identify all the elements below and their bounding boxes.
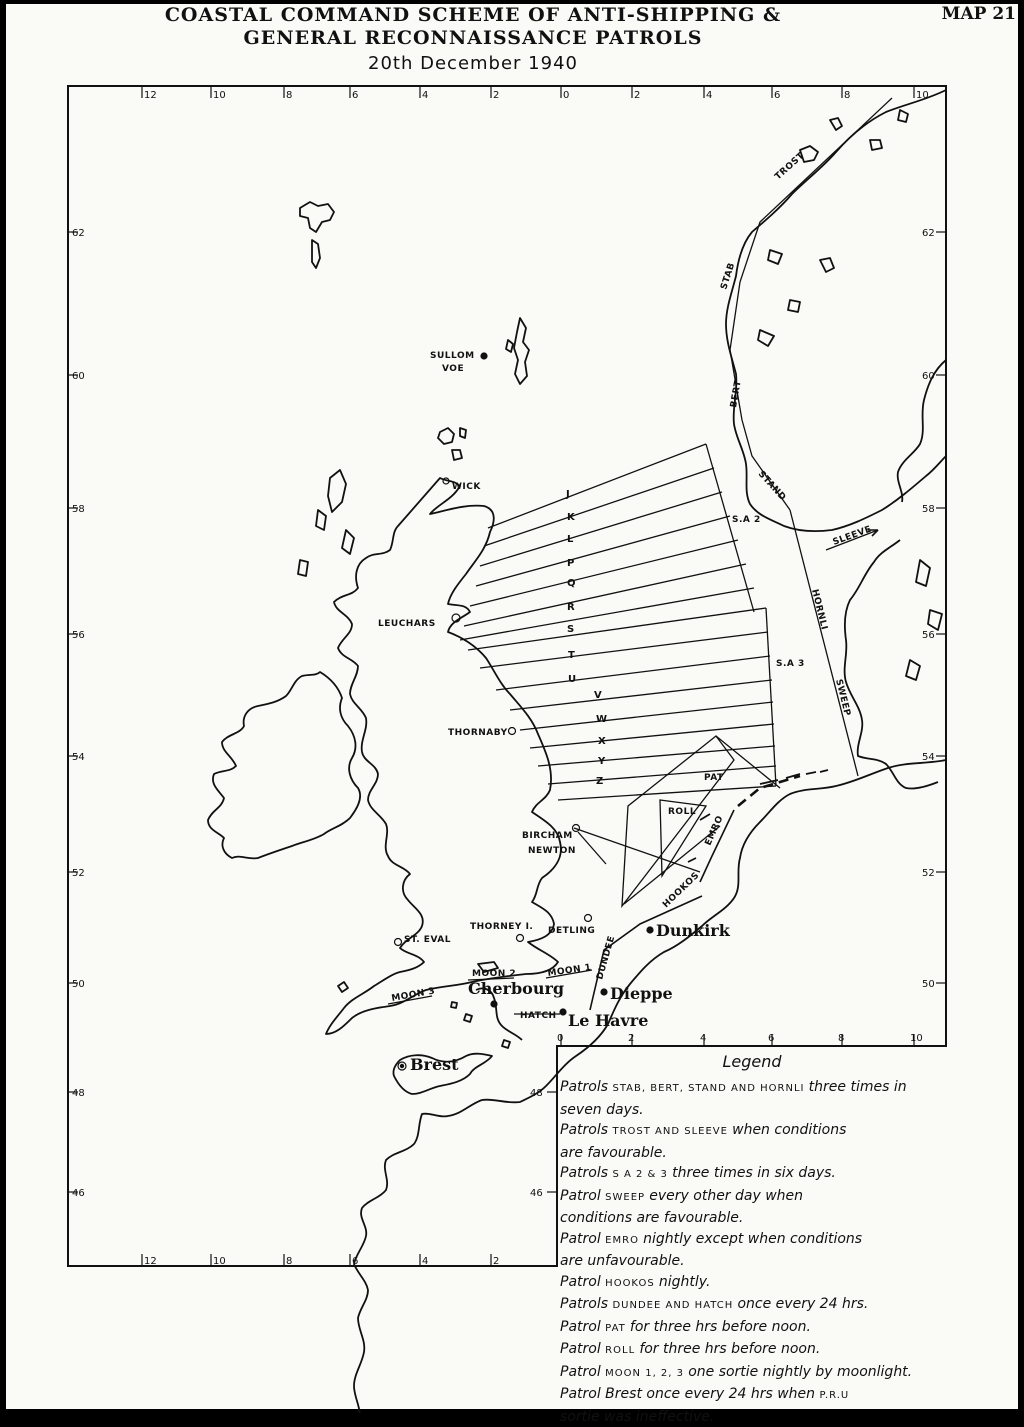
legend-line [552,1384,952,1407]
legend-text-a: Patrols [560,1122,612,1138]
label-detling: DETLING [548,926,595,936]
label-moon1: MOON 1 [547,963,592,979]
legend-entries [552,1077,952,1427]
top-lon-label: 4 [706,90,712,101]
legend-text-a: Patrols [560,1165,612,1181]
inner-lon-label: 0 [557,1033,563,1044]
map-number: MAP 21 [942,4,1016,24]
legend-text-a: seven days. [560,1102,644,1118]
sa2-strip-line [460,588,754,640]
right-lat-label: 56 [922,630,935,641]
right-lat-label: 54 [922,752,935,763]
sa2-strip-line [470,540,738,606]
label-stand: STAND [756,469,788,503]
legend-text-b: P.R.U [819,1390,849,1401]
legend-text-c: for three hrs before noon. [639,1341,820,1357]
legend-line [552,1294,952,1317]
map-date: 20th December 1940 [0,53,946,74]
legend-line [552,1339,952,1362]
legend-text-b: ROLL [605,1345,639,1356]
label-hornli: HORNLI [809,588,829,631]
label-bert: BERT [729,379,744,408]
left-lat-label: 62 [72,228,85,239]
legend-text-a: Patrols [560,1296,612,1312]
legend-text-b: PAT [605,1323,630,1334]
label-moon2: MOON 2 [472,969,516,979]
shetland-islands [514,318,529,384]
top-lon-label: 12 [144,90,157,101]
label-wick: WICK [452,482,481,492]
legend-line [552,1251,952,1272]
legend-text-c: three times in [809,1079,907,1095]
inner-lon-label: 8 [838,1033,844,1044]
bottom-lon-label: 8 [286,1256,292,1267]
left-lat-label: 50 [72,979,85,990]
legend-line [552,1317,952,1340]
left-lat-label: 60 [72,371,85,382]
sa3-strip-line [510,680,772,710]
sa3-strip-line [520,702,773,730]
top-lon-label: 0 [563,90,569,101]
label-dunkirk: Dunkirk [656,921,731,940]
label-sullom-1: SULLOM [430,351,475,361]
strip-letter: P [567,558,575,569]
top-lon-label: 2 [493,90,499,101]
legend-text-c: when conditions [732,1122,846,1138]
map-title-line1: COASTAL COMMAND SCHEME OF ANTI-SHIPPING & [0,4,946,26]
legend-text-b: STAB, BERT, STAND AND HORNLI [612,1083,808,1094]
right-lat-label: 50 [922,979,935,990]
right-lat-label: 60 [922,371,935,382]
bircham-newton-marker [573,825,580,832]
faroe-islands [300,202,334,232]
legend-line [552,1208,952,1229]
legend-text-a: conditions are favourable. [560,1210,743,1226]
legend-text-a: sortie was ineffective. [560,1409,714,1425]
label-thorney: THORNEY I. [470,922,533,932]
legend-line [552,1100,952,1121]
right-lat-label: 62 [922,228,935,239]
bottom-lon-label: 2 [493,1256,499,1267]
legend-text-b: S A 2 & 3 [612,1169,672,1180]
top-lon-label: 6 [774,90,780,101]
bottom-lon-label: 10 [213,1256,226,1267]
patrol-routes [388,98,892,1014]
map-legend [552,1044,952,1400]
label-cherbourg: Cherbourg [468,979,564,998]
legend-line [552,1362,952,1385]
strip-letter: K [567,512,576,523]
legend-line [552,1186,952,1209]
legend-line [552,1163,952,1186]
strip-letter: X [598,736,606,747]
legend-line [552,1143,952,1164]
label-stab: STAB [719,261,737,290]
strip-letter: T [568,650,575,661]
legend-text-a: are unfavourable. [560,1253,685,1269]
inner-lon-label: 2 [628,1033,634,1044]
label-trost: TROST [773,151,807,183]
patrol-emro-line [738,776,800,806]
strip-letter: R [567,602,575,613]
strip-letter: L [567,534,574,545]
label-pat: PAT [704,773,724,783]
top-lon-label: 10 [916,90,929,101]
patrol-hornli-sweep-line [790,510,858,776]
ireland-coast [208,672,360,858]
orkney-islands [438,428,466,460]
right-lat-label: 52 [922,868,935,879]
strip-letter: Y [597,756,606,767]
hebrides [298,470,354,576]
left-lat-label: 58 [72,504,85,515]
strip-letter: S [567,624,575,635]
legend-text-b: HOOKOS [605,1278,659,1289]
legend-text-b: DUNDEE AND HATCH [612,1300,737,1311]
legend-line [552,1407,952,1427]
legend-text-b: SWEEP [605,1192,649,1203]
left-lat-label: 54 [72,752,85,763]
label-sa2: S.A 2 [732,515,761,525]
legend-text-a: Patrol [560,1319,605,1335]
label-dieppe: Dieppe [610,984,673,1003]
top-lon-label: 6 [352,90,358,101]
label-bircham-2: NEWTON [528,846,576,856]
legend-text-c: one sortie nightly by moonlight. [688,1364,912,1380]
label-brest: Brest [410,1055,459,1074]
patrol-pat-connector [716,736,780,788]
inner-lat-label: 48 [530,1088,543,1099]
legend-text-c: once every 24 hrs. [737,1296,868,1312]
strip-letter: J [565,489,570,500]
legend-text-a: Patrol [560,1364,605,1380]
label-hookos: HOOKOS [661,871,701,911]
legend-text-c: for three hrs before noon. [630,1319,811,1335]
frisian-islands [688,770,828,862]
left-lat-label: 56 [72,630,85,641]
sullom-voe-marker [481,353,487,359]
inner-lon-label: 4 [700,1033,706,1044]
label-hatch: HATCH [520,1011,557,1021]
legend-line [552,1120,952,1143]
label-dundee: DUNDEE [595,935,617,981]
label-sa3: S.A 3 [776,659,805,669]
thornaby-marker [509,728,516,735]
label-emro: EMRO [704,814,726,847]
sa3-strip-line [548,766,776,784]
legend-text-c: three times in six days. [672,1165,836,1181]
label-roll: ROLL [668,807,696,817]
top-lon-label: 10 [213,90,226,101]
patrol-labels [391,151,873,1021]
right-lat-label: 58 [922,504,935,515]
legend-line [552,1077,952,1100]
dunkirk-marker [647,927,653,933]
top-lon-label: 8 [286,90,292,101]
sa3-boundary [766,608,776,786]
label-sweep: SWEEP [833,678,852,717]
patrol-sa3-strips [468,608,776,800]
legend-text-a: Patrol [560,1188,605,1204]
legend-text-a: are favourable. [560,1145,667,1161]
top-lon-label: 4 [422,90,428,101]
inner-lat-label: 46 [530,1188,543,1199]
legend-text-c: every other day when [649,1188,803,1204]
legend-text-a: Patrol [560,1274,605,1290]
strip-letter: U [568,674,577,685]
dieppe-marker [601,989,607,995]
legend-text-a: Patrols [560,1079,612,1095]
strip-letter: V [594,690,602,701]
sa3-strip-line [480,632,768,668]
legend-line [552,1272,952,1295]
patrol-sa2-strips [460,444,754,640]
bottom-lon-label: 12 [144,1256,157,1267]
label-st-eval: ST. EVAL [404,935,451,945]
strip-letter: Q [567,578,576,589]
left-lat-label: 52 [72,868,85,879]
legend-text-c: nightly. [659,1274,711,1290]
detling-marker [585,915,592,922]
cherbourg-marker [491,1001,497,1007]
bottom-lon-label: 6 [352,1256,358,1267]
great-britain-coast [326,478,561,1034]
label-thornaby: THORNABY [448,728,508,738]
sa3-strip-line [530,724,774,748]
inner-lon-label: 6 [768,1033,774,1044]
label-sullom-2: VOE [442,364,464,374]
left-lat-label: 46 [72,1188,85,1199]
sa3-strip-line [468,608,766,650]
left-lat-label: 48 [72,1088,85,1099]
legend-text-b: EMRO [605,1235,643,1246]
sa3-strip-line [558,786,776,800]
legend-text-c: nightly except when conditions [643,1231,862,1247]
le-havre-marker [560,1009,566,1015]
legend-text-b: TROST AND SLEEVE [612,1126,732,1137]
legend-heading: Legend [552,1052,952,1071]
label-le-havre: Le Havre [568,1011,648,1030]
strip-letter: W [596,714,608,725]
label-moon3: MOON 3 [391,986,436,1004]
st-eval-marker [395,939,402,946]
thorney-marker [517,935,524,942]
strip-letter: Z [596,776,604,787]
legend-text-a: Patrol Brest once every 24 hrs when [560,1386,819,1402]
label-sleeve: SLEEVE [832,525,874,548]
top-lon-label: 8 [844,90,850,101]
map-title-line2: GENERAL RECONNAISSANCE PATROLS [0,27,946,49]
legend-text-a: Patrol [560,1341,605,1357]
sa2-strip-line [484,468,714,546]
label-bircham-1: BIRCHAM [522,831,573,841]
legend-text-b: MOON 1, 2, 3 [605,1368,688,1379]
top-lon-label: 2 [634,90,640,101]
bottom-lon-label: 4 [422,1256,428,1267]
legend-text-a: Patrol [560,1231,605,1247]
sa2-strip-line [488,444,706,528]
label-leuchars: LEUCHARS [378,619,436,629]
inner-lon-label: 10 [910,1033,923,1044]
sa2-strip-line [480,492,722,566]
sa3-strip-line [538,746,775,766]
legend-line [552,1229,952,1252]
